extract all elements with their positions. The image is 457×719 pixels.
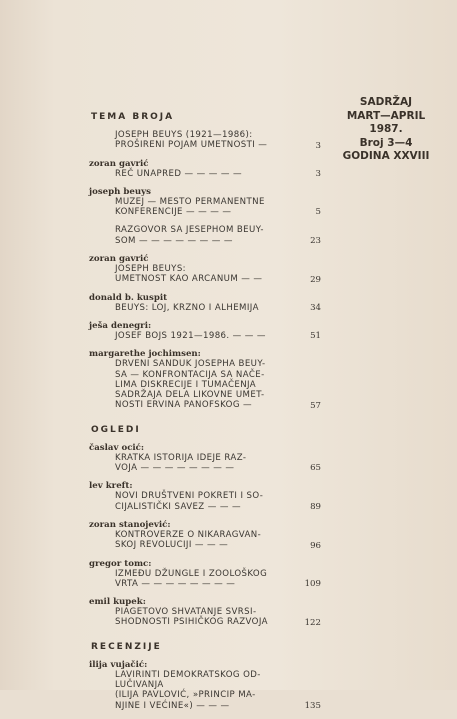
entry-title-line: PROŠIRENI POJAM UMETNOSTI —	[115, 140, 268, 151]
entry-title-line: JOSEPH BEUYS (1921—1986):	[115, 130, 253, 140]
toc-section	[89, 642, 329, 711]
entry-author: ješa denegri:	[89, 320, 152, 331]
entry-author: margarethe jochimsen:	[89, 349, 201, 360]
entry-title-line: LUČIVANJA	[115, 680, 164, 691]
entry-title	[89, 569, 329, 590]
entry-page-number: 3	[315, 140, 321, 151]
section-heading: TEMA BROJA	[91, 112, 175, 122]
entry-title-line: LAVIRINTI DEMOKRATSKOG OD-	[115, 669, 261, 680]
toc-entry[interactable]	[89, 225, 329, 246]
entry-author: zoran stanojević:	[89, 519, 171, 530]
contents-heading: SADRŽAJ	[359, 96, 413, 108]
issue-months: MART—APRIL	[346, 109, 426, 122]
toc-entry[interactable]	[89, 187, 329, 218]
toc-entry[interactable]	[89, 559, 329, 590]
toc-section	[89, 425, 329, 628]
entry-title-line: KRATKA ISTORIJA IDEJE RAZ-	[115, 452, 247, 463]
entry-page-number: 23	[310, 236, 321, 247]
entry-title-line: DRVENI SANDUK JOSEPHA BEUY-	[115, 359, 266, 370]
toc-entry[interactable]	[89, 321, 329, 341]
entry-author: časlav ocić:	[89, 442, 145, 453]
entry-title-line: BEUYS: LOJ, KRZNO I ALHEMIJA	[115, 302, 259, 313]
entry-author: zoran gavrić	[89, 254, 149, 265]
entry-title-line: SA — KONFRONTACIJA SA NAČE-	[115, 369, 265, 380]
entry-author: joseph beuys	[89, 186, 151, 197]
entry-author: ilija vujačić:	[89, 659, 148, 670]
entry-author: gregor tomc:	[89, 558, 152, 569]
issue-info	[336, 96, 436, 164]
entry-title	[89, 491, 329, 512]
entry-title	[89, 169, 329, 179]
entry-title-line: KONTROVERZE O NIKARAGVAN-	[115, 529, 262, 540]
entry-title-line: RAZGOVOR SA JESEPHOM BEUY-	[115, 225, 264, 236]
entry-title	[89, 130, 329, 151]
entry-title-line: CIJALISTIČKI SAVEZ — — —	[115, 501, 241, 512]
toc-section	[89, 112, 329, 411]
entry-title-line: SOM — — — — — — — —	[115, 235, 233, 246]
issue-number: Broj 3—4	[359, 136, 413, 149]
section-heading: OGLEDI	[91, 424, 141, 435]
toc-entry[interactable]	[89, 520, 329, 551]
entry-title-line: SHODNOSTI PSIHIČKOG RAZVOJA	[115, 617, 268, 628]
entry-page-number: 135	[304, 700, 321, 711]
entry-title-line: SKOJ REVOLUCIJI — — —	[115, 540, 229, 551]
entry-title	[89, 331, 329, 341]
entry-title-line: JOSEPH BEUYS:	[115, 264, 186, 275]
entry-title-line: NOVI DRUŠTVENI POKRETI I SO-	[115, 491, 264, 502]
entry-title-line: MUZEJ — MESTO PERMANENTNE	[115, 196, 265, 207]
entry-page-number: 65	[310, 463, 321, 474]
entry-title	[89, 264, 329, 285]
entry-page-number: 96	[310, 540, 321, 551]
section-heading: RECENZIJE	[91, 641, 162, 652]
toc-entry[interactable]	[89, 130, 329, 151]
entry-title	[89, 303, 329, 313]
entry-title	[89, 225, 329, 246]
entry-title-line: UMETNOST KAO ARCANUM — —	[115, 274, 263, 285]
entry-title-line: JOSEF BOJS 1921—1986. — — —	[115, 330, 266, 341]
entry-title-line: REČ UNAPRED — — — — —	[115, 168, 242, 179]
entry-page-number: 109	[304, 579, 321, 590]
entry-author: lev kreft:	[89, 481, 133, 492]
toc-entry[interactable]	[89, 481, 329, 512]
toc-entry[interactable]	[89, 660, 329, 711]
entry-title	[89, 607, 329, 628]
toc-entry[interactable]	[89, 443, 329, 474]
entry-author: zoran gavrić	[89, 158, 149, 169]
toc-entry[interactable]	[89, 349, 329, 410]
entry-title-line: NOSTI ERVINA PANOFSKOG —	[115, 400, 253, 411]
entry-author: emil kupek:	[89, 597, 146, 608]
issue-volume: GODINA XXVIII	[342, 150, 430, 162]
entry-title	[89, 670, 329, 711]
entry-title	[89, 530, 329, 551]
entry-page-number: 3	[315, 168, 321, 179]
entry-page-number: 34	[310, 302, 321, 313]
entry-page-number: 57	[310, 400, 321, 411]
entry-page-number: 5	[315, 207, 321, 218]
entry-page-number: 122	[304, 617, 321, 628]
entry-page-number: 89	[310, 501, 321, 512]
entry-title-line: PIAGETOVO SHVATANJE SVRSI-	[115, 607, 257, 618]
entry-title-line: NJINE I VEĆINE«) — — —	[115, 700, 230, 711]
entry-author: donald b. kuspit	[89, 292, 168, 303]
entry-title	[89, 453, 329, 474]
entry-title-line: LIMA DISKRECIJE I TUMAČENJA	[115, 379, 257, 390]
entry-title-line: VRTA — — — — — — — —	[115, 578, 236, 589]
entry-title-line: (ILIJA PAVLOVIĆ, »PRINCIP MA-	[115, 690, 256, 701]
entry-title-line: SADRŽAJA DELA LIKOVNE UMET-	[115, 390, 265, 401]
toc-entry[interactable]	[89, 597, 329, 628]
toc-entry[interactable]	[89, 254, 329, 285]
entry-title-line: VOJA — — — — — — — —	[115, 463, 235, 474]
toc-entry[interactable]	[89, 159, 329, 179]
toc-entry[interactable]	[89, 293, 329, 313]
entry-page-number: 51	[310, 331, 321, 342]
issue-year: 1987.	[369, 123, 403, 135]
entry-title	[89, 197, 329, 218]
table-of-contents	[89, 112, 329, 719]
entry-page-number: 29	[310, 274, 321, 285]
entry-title	[89, 359, 329, 410]
entry-title-line: IZMEĐU DŽUNGLE I ZOOLOŠKOG	[115, 568, 268, 579]
entry-title-line: KONFERENCIJE — — — —	[115, 207, 232, 218]
